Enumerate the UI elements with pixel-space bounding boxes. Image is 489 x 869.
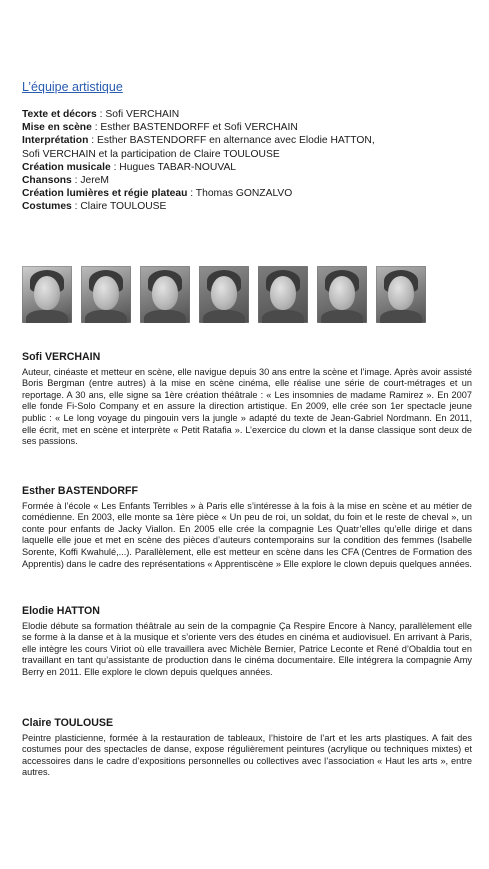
team-photo xyxy=(22,266,72,323)
credit-line: Création lumières et régie plateau : Thomas GONZALVO xyxy=(22,188,293,200)
section-title: L’équipe artistique xyxy=(22,80,123,94)
credit-value: Thomas GONZALVO xyxy=(195,188,293,200)
bio-esther-bastendorff xyxy=(22,486,472,570)
credit-line: Création musicale : Hugues TABAR-NOUVAL xyxy=(22,161,237,173)
credit-line: Interprétation : Esther BASTENDORFF en alternance avec Elodie HATTON, Sofi VERCHAIN et la participation de Claire TOULOUSE xyxy=(22,134,474,160)
bio-text: Formée à l’école « Les Enfants Terribles » à Paris elle s’intéresse à la fois à la mise en scène et au métier de comédienne. En 2003, elle monte sa 1ère pièce « Un peu de roi, un soldat, du foin et le reste de cheval », un conte pour enfants de Jacky Viallon. En 2005 elle crée la compagnie Les Quatr’elles qu’elle dirige et dans laquelle elle joue et met en scène des pièces d’auteurs contemporains sur la condition des femmes (Isabelle Sorente, Koffi Kwahulé,...). Parallèlement, elle est metteur en scène dans les CFA (Centres de Formation des Apprentis) dans le cadre des représentations « Apprentiscène » Elle explore le clown depuis quelques années. xyxy=(22,500,472,569)
credit-line: Costumes : Claire TOULOUSE xyxy=(22,201,167,213)
team-photo xyxy=(376,266,426,323)
team-photo xyxy=(81,266,131,323)
credit-label: Interprétation xyxy=(22,135,89,147)
bio-name: Claire TOULOUSE xyxy=(22,717,114,729)
bio-claire-toulouse xyxy=(22,718,472,779)
credit-label: Texte et décors xyxy=(22,109,97,120)
bio-name: Esther BASTENDORFF xyxy=(22,485,138,497)
bio-sofi-verchain xyxy=(22,352,472,448)
credit-label: Costumes xyxy=(22,201,72,213)
bio-name: Elodie HATTON xyxy=(22,605,100,617)
credit-label: Création musicale xyxy=(22,161,111,173)
credit-value: Esther BASTENDORFF et Sofi VERCHAIN xyxy=(100,122,298,134)
bio-text: Auteur, cinéaste et metteur en scène, elle navigue depuis 30 ans entre la scène et l’image. Après avoir assisté Boris Bergman (entre autres) à la mise en scène cinéma, elle réalise une série de court-métrages et un reportage. A 30 ans, elle signe sa 1ère création théâtrale : « Les insomnies de madame Ramirez ». En 2007 elle fonde Fi-Solo Company et en assure la direction artistique. En 2009, elle crée son 1er spectacle jeune public : « Le long voyage du pingouin vers la jungle » adapté du texte de Jean-Gabriel Nordmann. En 2011, elle écrit, met en scène et interprète « Petit Ratafia ». L’exercice du clown et la danse classique sont deux de ses passions. xyxy=(22,366,472,447)
credit-value: JereM xyxy=(80,175,109,187)
credit-continuation: Sofi VERCHAIN et la participation de Claire TOULOUSE xyxy=(22,148,280,160)
credit-line: Mise en scène : Esther BASTENDORFF et Sofi VERCHAIN xyxy=(22,122,298,134)
credit-label: Chansons xyxy=(22,175,72,187)
credit-label: Création lumières et régie plateau xyxy=(22,188,188,200)
credit-line: Texte et décors : Sofi VERCHAIN xyxy=(22,109,180,120)
bio-name: Sofi VERCHAIN xyxy=(22,351,101,363)
team-photo xyxy=(317,266,367,323)
team-photo xyxy=(199,266,249,323)
bio-text: Peintre plasticienne, formée à la restauration de tableaux, l’histoire de l’art et les arts plastiques. A fait des costumes pour des spectacles de danse, expose régulièrement peintures (acrylique ou techniques mixtes) et accessoires dans le cadre d’expositions personnelles ou collectives avec l’association « Haut les arts », entre autres. xyxy=(22,732,472,778)
credit-label: Mise en scène xyxy=(22,122,92,134)
bio-text: Elodie débute sa formation théâtrale au sein de la compagnie Ça Respire Encore à Nancy, parallèlement elle se forme à la danse et à la musique et s’oriente vers des études en cinéma et audiovisuel. En arrivant à Paris, elle intègre les cours Viriot où elle travaillera avec Michèle Bernier, Patrice Leconte et René d’Obaldia tout en travaillant en tant qu’assistante de production dans le cinéma documentaire. Elle intégrera la compagnie Amy Berry en 2011. Elle explore le clown depuis quelques années. xyxy=(22,620,472,677)
bio-elodie-hatton xyxy=(22,606,472,679)
credit-value: Hugues TABAR-NOUVAL xyxy=(119,161,237,173)
credit-line: Chansons : JereM xyxy=(22,175,109,187)
team-photo xyxy=(140,266,190,323)
credits-list xyxy=(22,108,474,214)
credit-value: Claire TOULOUSE xyxy=(80,201,167,213)
credit-value: Sofi VERCHAIN xyxy=(105,109,180,120)
team-photo xyxy=(258,266,308,323)
credit-value: Esther BASTENDORFF en alternance avec Elodie HATTON, xyxy=(96,135,375,147)
